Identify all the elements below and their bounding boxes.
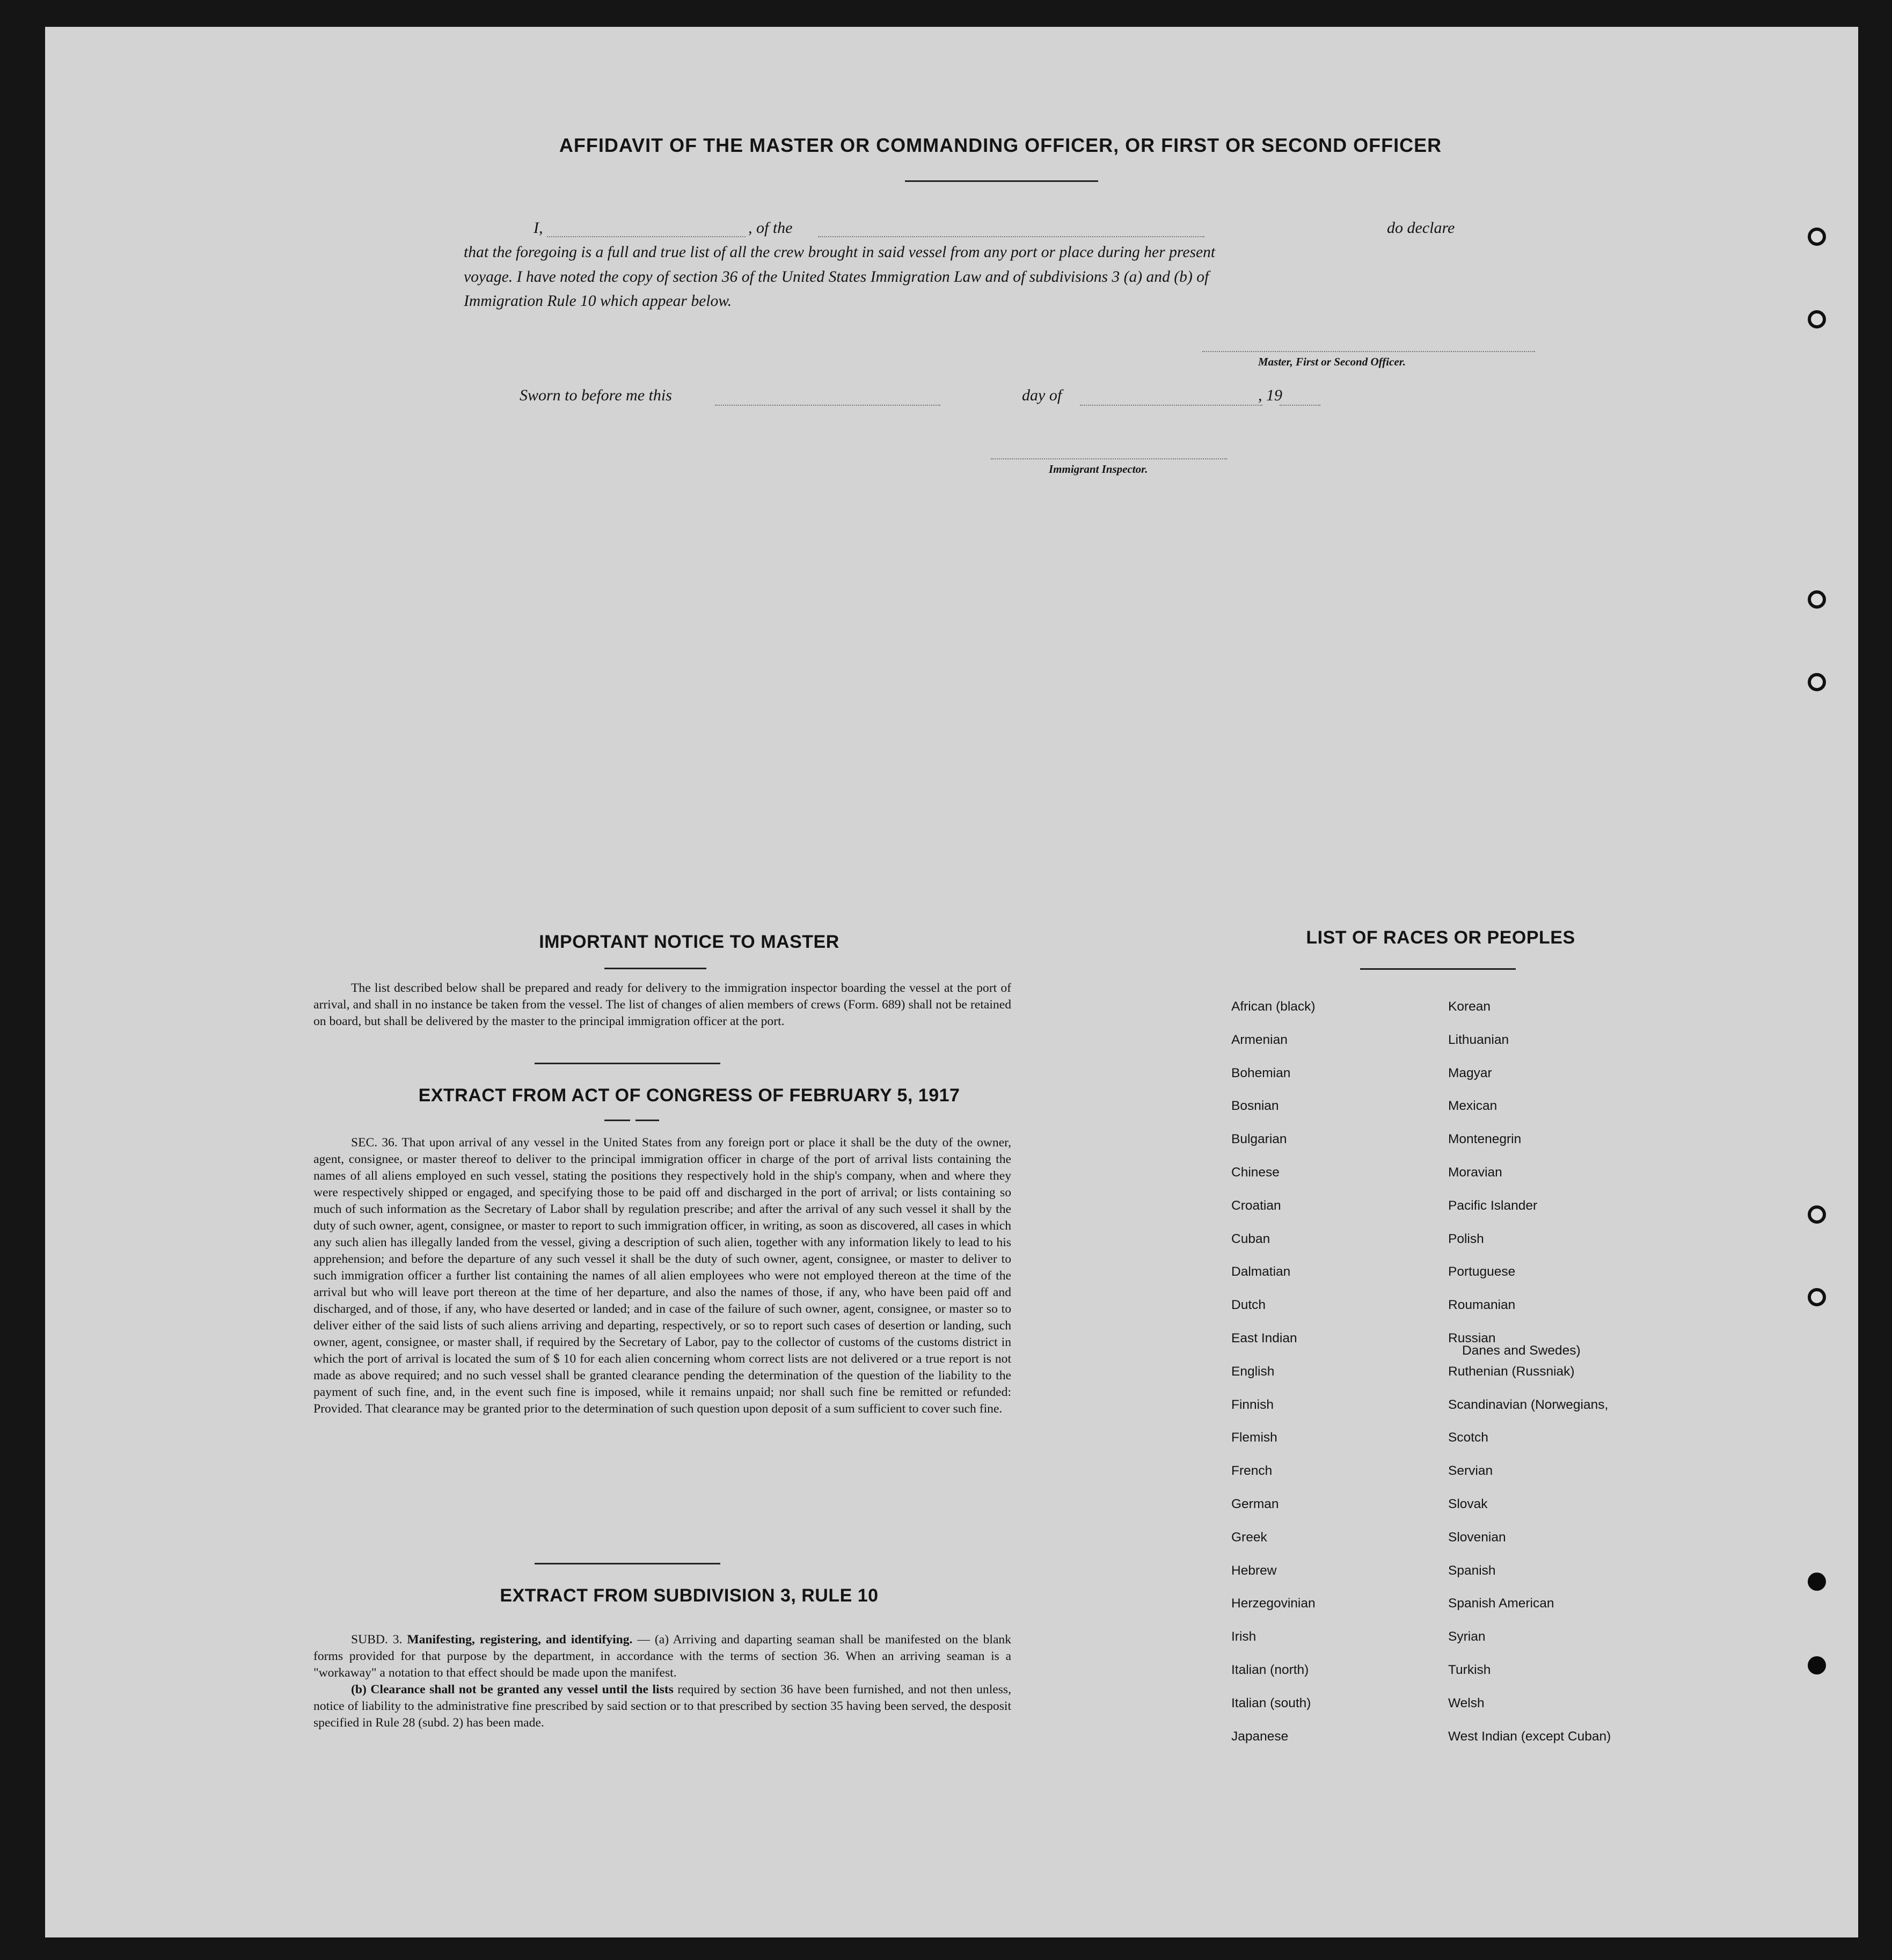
rule-text [313,1632,1011,1731]
sworn-month-field[interactable] [1080,405,1262,406]
subd-para-a: — (a) Arriving and daparting seaman shall be manifested on the blank forms provided for that purpose by the department, in accordance with the terms of section 36. When an arriving seaman is a "workaway" a notation to that effect should be made upon the manifest. [313,1633,1012,1680]
race-item: Pacific Islander [1448,1198,1538,1213]
subd-b-label: (b) Clearance shall not be granted any vessel until the lists [351,1683,674,1696]
race-item: Portuguese [1448,1264,1516,1279]
document-page [45,27,1858,1937]
race-item: Bosnian [1231,1099,1279,1114]
race-item: Magyar [1448,1065,1492,1080]
race-item: Russian [1448,1331,1496,1345]
year-prefix: , 19 [1258,386,1282,404]
punch-hole [1808,310,1826,328]
race-item: Irish [1231,1629,1257,1644]
race-item: Ruthenian (Russniak) [1448,1364,1575,1379]
race-item: Moravian [1448,1165,1502,1180]
subd-heading: Manifesting, registering, and identifying. [407,1633,633,1647]
race-item: Korean [1448,999,1491,1014]
subd-label: SUBD. 3. [351,1633,403,1647]
inspector-signature-label: Immigrant Inspector. [1049,463,1148,476]
race-item: Croatian [1231,1198,1281,1213]
notice-text [313,980,1011,1030]
race-item: Greek [1231,1530,1267,1545]
race-item: Cuban [1231,1231,1270,1246]
race-item: Slovenian [1448,1530,1506,1545]
race-item: Japanese [1231,1729,1289,1744]
race-item: English [1231,1364,1275,1379]
punch-hole [1808,1288,1826,1306]
affidavit-line4: Immigration Rule 10 which appear below. [464,292,732,310]
affidavit-line2: that the foregoing is a full and true list of all the crew brought in said vessel from any port or place during her present [464,244,1216,261]
race-item: Chinese [1231,1165,1280,1180]
race-item: Mexican [1448,1099,1497,1114]
notice-paragraph: The list described below shall be prepared and ready for delivery to the immigration inspector boarding the vessel at the port of arrival, and shall in no instance be taken from the vessel. The list of changes of alien members of crews (Form. 689) shall not be retained on board, but shall be delivered by the master to the principal immigration officer at the port. [313,981,1011,1028]
sworn-year-field[interactable] [1280,405,1320,406]
races-title-rule [1360,968,1516,970]
race-item: French [1231,1464,1273,1479]
sworn-text: Sworn to before me this [520,386,672,404]
subd-para-b: required by section 36 have been furnished, and not then unless, notice of liability to the administrative fine prescribed by said section or to that prescribed by section 35 having been served, the desposit specified in Rule 28 (subd. 2) has been made. [313,1683,1011,1730]
affidavit-line1-declare: do declare [1387,219,1455,237]
affidavit-title-rule [905,180,1098,182]
race-item: Danes and Swedes) [1462,1343,1581,1358]
punch-hole [1808,1573,1826,1591]
race-item: Italian (south) [1231,1695,1311,1710]
sworn-day-field[interactable] [715,405,940,406]
races-title: LIST OF RACES OR PEOPLES [1306,927,1575,948]
notice-divider [535,1063,720,1064]
vessel-field[interactable] [818,236,1204,237]
race-item: Roumanian [1448,1298,1516,1313]
punch-hole [1808,673,1826,691]
race-item: East Indian [1231,1331,1297,1345]
act-text [313,1135,1011,1417]
punch-hole [1808,1656,1826,1674]
race-item: Polish [1448,1231,1484,1246]
race-item: African (black) [1231,999,1316,1014]
master-signature-field[interactable] [1202,351,1535,352]
race-item: Spanish American [1448,1596,1554,1611]
race-item: West Indian (except Cuban) [1448,1729,1611,1744]
race-item: German [1231,1497,1279,1511]
affidavit-line3: voyage. I have noted the copy of section 36 of the United States Immigration Law and of subdivisions 3 (a) and (b) of [464,268,1209,286]
race-item: Servian [1448,1464,1493,1479]
race-item: Montenegrin [1448,1132,1522,1147]
punch-hole [1808,590,1826,609]
affidavit-title: AFFIDAVIT OF THE MASTER OR COMMANDING OFFICER, OR FIRST OR SECOND OFFICER [559,134,1442,156]
race-item: Dalmatian [1231,1264,1291,1279]
race-item: Welsh [1448,1695,1485,1710]
punch-hole [1808,228,1826,246]
rule-title: EXTRACT FROM SUBDIVISION 3, RULE 10 [500,1585,879,1606]
race-item: Bohemian [1231,1065,1291,1080]
race-item: Herzegovinian [1231,1596,1316,1611]
race-item: Hebrew [1231,1563,1277,1578]
act-paragraph: SEC. 36. That upon arrival of any vessel in the United States from any foreign port or place it shall be the duty of the owner, agent, consignee, or master thereof to deliver to the principal immigration officer in charge of the port of arrival lists containing the names of all aliens employed en such vessel, stating the positions they respectively hold in the ship's company, when and where they were respectively shipped or engaged, and specifying those to be paid off and discharged in the port of arrival; or lists containing so much of such information as the Secretary of Labor shall by regulation prescribe; and after the arrival of any such vessel it shall by the duty of such owner, agent, consignee, or master to report to such immigration officer, in writing, as soon as discovered, all cases in which any such alien has illegally landed from the vessel, giving a description of such alien, together with any information likely to lead to his apprehension; and before the departure of any such vessel it shall be the duty of such owner, agent, consignee, or master to deliver to such immigration officer a further list containing the names of all alien employees who were not employed thereon at the time of the arrival but who will leave port thereon at the time of her departure, and also the names of those, if any, who have been paid off and discharged, and of those, if any, who have deserted or landed; and in case of the failure of such owner, agent, consignee, or master so to deliver either of the said lists of such aliens arriving and departing, respectively, or so to report such cases of desertion or landing, such owner, agent, consignee, or master shall, if required by the Secretary of Labor, pay to the collector of customs of the customs district in which the port of arrival is located the sum of $ 10 for each alien concerning whom correct lists are not delivered or a true report is not made as above required; and no such vessel shall be granted clearance pending the determination of the question of the liability to the payment of such fine, and, in the event such fine is imposed, while it remains unpaid; nor shall such fine be remitted or refunded: Provided. That clearance may be granted prior to the determination of such question upon deposit of a sum sufficient to cover such fine. [313,1136,1011,1416]
act-divider [535,1563,720,1564]
race-item: Italian (north) [1231,1663,1309,1677]
race-item: Lithuanian [1448,1032,1509,1047]
affidavit-line1-i: I, [534,219,543,237]
affidavit-line1-of: , of the [748,219,793,237]
notice-title: IMPORTANT NOTICE TO MASTER [539,932,839,952]
rule-paragraph-a [313,1632,1011,1681]
race-item: Spanish [1448,1563,1496,1578]
race-item: Slovak [1448,1497,1488,1511]
race-item: Bulgarian [1231,1132,1287,1147]
race-item: Finnish [1231,1397,1274,1412]
punch-hole [1808,1205,1826,1224]
inspector-signature-field[interactable] [991,458,1227,459]
race-item: Syrian [1448,1629,1486,1644]
race-item: Dutch [1231,1298,1266,1313]
notice-title-rule [604,968,706,969]
race-item: Turkish [1448,1663,1491,1677]
name-field[interactable] [547,236,746,237]
rule-paragraph-b [313,1681,1011,1731]
act-title-rule-1 [604,1120,630,1121]
race-item: Scandinavian (Norwegians, [1448,1397,1609,1412]
race-item: Flemish [1231,1430,1277,1445]
act-title: EXTRACT FROM ACT OF CONGRESS OF FEBRUARY 5, 1917 [418,1085,960,1106]
day-of-text: day of [1022,386,1062,404]
race-item: Armenian [1231,1032,1288,1047]
act-title-rule-2 [635,1120,659,1121]
master-signature-label: Master, First or Second Officer. [1258,355,1406,368]
race-item: Scotch [1448,1430,1488,1445]
